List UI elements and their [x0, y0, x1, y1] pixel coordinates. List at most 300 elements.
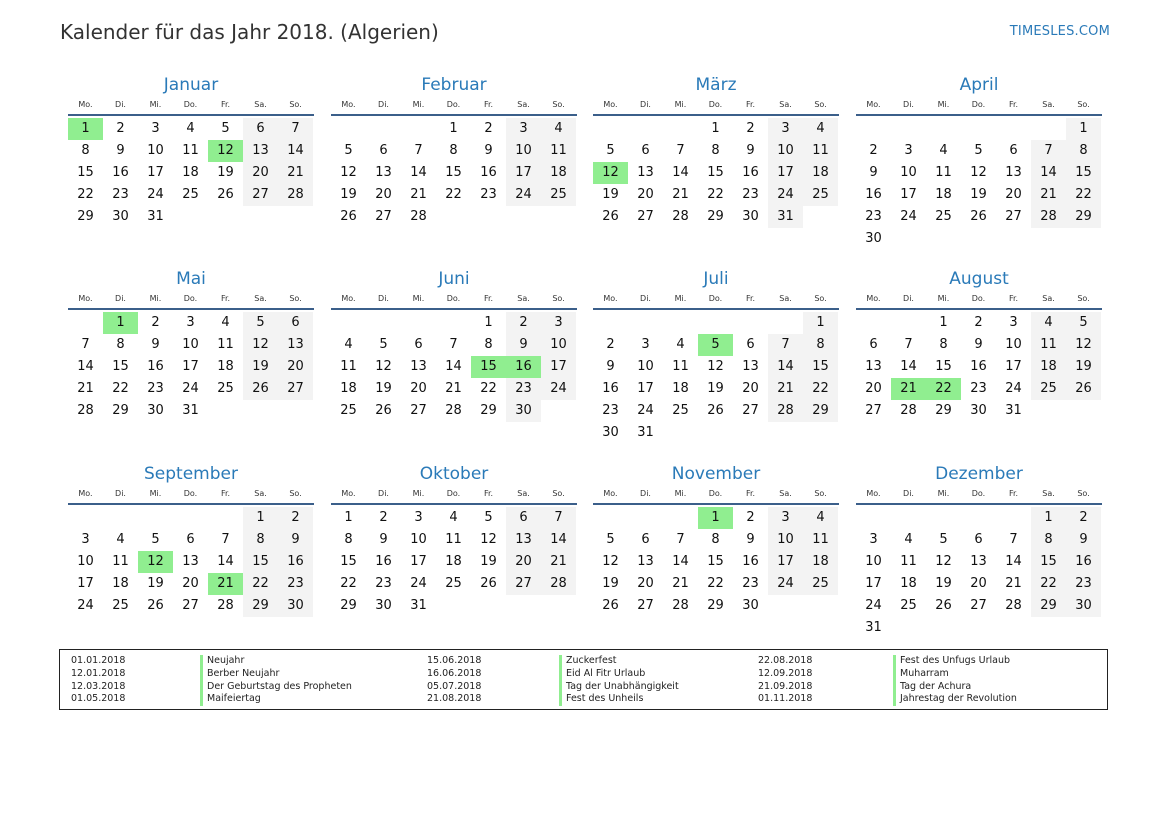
weekday-label: Mi.	[674, 489, 687, 498]
day-cell: 26	[340, 209, 357, 224]
day-cell: 3	[81, 532, 90, 547]
weekday-label: Di.	[640, 100, 651, 109]
day-cell: 17	[768, 162, 803, 184]
day-cell: 15	[803, 356, 838, 378]
day-cell: 20	[410, 381, 427, 396]
day-cell: 18	[217, 359, 234, 374]
day-cell: 1	[484, 315, 493, 330]
day-cell: 3	[414, 510, 423, 525]
month-8	[856, 268, 1102, 422]
day-cell: 28	[1005, 598, 1022, 613]
header-rule	[856, 114, 1102, 116]
day-cell: 20	[243, 162, 278, 184]
day-cell: 24	[506, 184, 541, 206]
day-cell: 30	[375, 598, 392, 613]
empty-day-cell	[891, 507, 926, 529]
empty-day-cell	[891, 228, 926, 250]
day-cell: 6	[641, 143, 650, 158]
day-grid	[68, 118, 314, 228]
day-cell: 5	[151, 532, 160, 547]
day-cell: 4	[186, 121, 195, 136]
legend-date: 21.08.2018	[427, 693, 482, 705]
empty-day-cell	[803, 422, 838, 444]
brand-logo-text[interactable]: TIMESLES.COM	[1009, 24, 1110, 39]
day-cell: 28	[410, 209, 427, 224]
weekday-header	[856, 486, 1102, 502]
empty-day-cell	[926, 228, 961, 250]
day-cell: 7	[414, 143, 423, 158]
day-cell: 24	[541, 378, 576, 400]
empty-day-cell	[1031, 118, 1066, 140]
weekday-label: Di.	[903, 489, 914, 498]
header-rule	[68, 503, 314, 505]
day-cell: 10	[147, 143, 164, 158]
day-cell: 28	[768, 400, 803, 422]
legend-holiday-name: Eid Al Fitr Urlaub	[566, 667, 646, 679]
weekday-header	[593, 97, 839, 113]
empty-day-cell	[1066, 228, 1101, 250]
weekday-label: Do.	[971, 294, 986, 303]
day-cell: 14	[445, 359, 462, 374]
day-cell: 19	[935, 576, 952, 591]
day-cell: 27	[970, 598, 987, 613]
day-cell: 13	[506, 529, 541, 551]
day-cell: 3	[768, 507, 803, 529]
day-cell: 28	[278, 184, 313, 206]
month-11	[593, 463, 839, 617]
day-cell: 8	[81, 143, 90, 158]
day-cell: 9	[151, 337, 160, 352]
month-name: November	[671, 464, 761, 484]
empty-day-cell	[331, 312, 366, 334]
day-cell: 11	[900, 554, 917, 569]
day-cell: 13	[243, 140, 278, 162]
day-cell: 10	[900, 165, 917, 180]
day-cell: 22	[445, 187, 462, 202]
empty-day-cell	[856, 118, 891, 140]
legend-date: 12.01.2018	[71, 667, 126, 679]
empty-day-cell	[698, 312, 733, 334]
day-cell: 28	[1031, 206, 1066, 228]
day-cell: 19	[602, 576, 619, 591]
weekday-label: Fr.	[745, 100, 756, 109]
weekday-label: Fr.	[1008, 100, 1019, 109]
day-cell: 26	[707, 403, 724, 418]
day-cell: 8	[939, 337, 948, 352]
weekday-label: Fr.	[220, 294, 231, 303]
day-cell: 1	[803, 312, 838, 334]
day-cell: 26	[935, 598, 952, 613]
weekday-label: Di.	[115, 489, 126, 498]
day-cell: 7	[676, 532, 685, 547]
day-cell: 22	[707, 576, 724, 591]
empty-day-cell	[366, 118, 401, 140]
day-cell: 12	[970, 165, 987, 180]
legend-holiday-name: Jahrestag der Revolution	[900, 693, 1017, 705]
month-name: April	[959, 75, 999, 95]
day-cell: 20	[506, 551, 541, 573]
weekday-label: Do.	[708, 489, 723, 498]
day-cell: 27	[742, 403, 759, 418]
month-name: August	[949, 269, 1009, 289]
weekday-label: Mi.	[149, 294, 162, 303]
day-cell: 23	[742, 576, 759, 591]
day-cell: 29	[340, 598, 357, 613]
day-cell: 27	[637, 209, 654, 224]
day-cell: 18	[541, 162, 576, 184]
day-cell: 28	[77, 403, 94, 418]
day-cell: 20	[278, 356, 313, 378]
day-cell: 3	[904, 143, 913, 158]
day-cell: 16	[970, 359, 987, 374]
day-cell: 19	[602, 187, 619, 202]
day-cell: 28	[217, 598, 234, 613]
weekday-label: So.	[1077, 489, 1090, 498]
day-cell: 5	[243, 312, 278, 334]
day-cell: 30	[506, 400, 541, 422]
weekday-label: Do.	[971, 100, 986, 109]
day-cell: 17	[506, 162, 541, 184]
day-cell: 21	[278, 162, 313, 184]
day-cell: 15	[445, 165, 462, 180]
empty-day-cell	[173, 507, 208, 529]
day-cell: 28	[672, 598, 689, 613]
empty-day-cell	[768, 312, 803, 334]
empty-day-cell	[541, 595, 576, 617]
legend-date: 21.09.2018	[758, 680, 813, 692]
day-cell: 4	[449, 510, 458, 525]
weekday-label: Do.	[183, 294, 198, 303]
day-cell: 29	[112, 403, 129, 418]
day-cell: 16	[375, 554, 392, 569]
day-cell: 9	[974, 337, 983, 352]
day-cell: 19	[970, 187, 987, 202]
day-cell: 9	[116, 143, 125, 158]
day-cell: 30	[147, 403, 164, 418]
day-cell: 29	[1031, 595, 1066, 617]
weekday-header	[593, 291, 839, 307]
weekday-label: Mo.	[78, 100, 93, 109]
day-cell: 19	[340, 187, 357, 202]
day-cell: 23	[970, 381, 987, 396]
day-cell: 9	[746, 532, 755, 547]
empty-day-cell	[698, 422, 733, 444]
day-cell: 22	[77, 187, 94, 202]
weekday-label: Do.	[708, 100, 723, 109]
day-cell: 11	[803, 140, 838, 162]
weekday-label: Mo.	[866, 294, 881, 303]
day-cell: 9	[506, 334, 541, 356]
legend-date: 01.11.2018	[758, 693, 813, 705]
day-cell: 19	[707, 381, 724, 396]
weekday-label: Mi.	[412, 100, 425, 109]
day-cell: 31	[637, 425, 654, 440]
day-cell: 6	[746, 337, 755, 352]
day-cell: 17	[768, 551, 803, 573]
day-cell: 13	[375, 165, 392, 180]
day-cell: 4	[803, 507, 838, 529]
day-cell: 7	[1009, 532, 1018, 547]
empty-day-cell	[628, 507, 663, 529]
day-cell: 14	[1005, 554, 1022, 569]
day-cell: 10	[77, 554, 94, 569]
day-cell: 5	[379, 337, 388, 352]
weekday-label: Mi.	[937, 100, 950, 109]
weekday-label: So.	[289, 294, 302, 303]
day-cell: 8	[1031, 529, 1066, 551]
weekday-label: Di.	[378, 489, 389, 498]
legend-date: 12.09.2018	[758, 667, 813, 679]
day-cell: 2	[1066, 507, 1101, 529]
day-cell: 15	[707, 165, 724, 180]
holiday-legend	[59, 649, 1108, 710]
day-cell: 21	[768, 378, 803, 400]
day-cell: 4	[541, 118, 576, 140]
empty-day-cell	[506, 206, 541, 228]
day-cell: 2	[869, 143, 878, 158]
day-cell: 23	[375, 576, 392, 591]
month-10	[331, 463, 577, 617]
day-cell: 22	[112, 381, 129, 396]
empty-day-cell	[803, 595, 838, 617]
legend-date: 01.05.2018	[71, 693, 126, 705]
day-cell: 21	[1031, 184, 1066, 206]
day-cell: 12	[707, 359, 724, 374]
month-2	[331, 74, 577, 228]
empty-day-cell	[593, 312, 628, 334]
empty-day-cell	[803, 206, 838, 228]
legend-date: 12.03.2018	[71, 680, 126, 692]
day-cell: 4	[116, 532, 125, 547]
day-cell: 13	[742, 359, 759, 374]
weekday-header	[331, 291, 577, 307]
day-cell: 12	[1066, 334, 1101, 356]
empty-day-cell	[1066, 400, 1101, 422]
holiday-day-cell: 21	[208, 573, 243, 595]
day-cell: 5	[484, 510, 493, 525]
day-cell: 20	[182, 576, 199, 591]
weekday-label: Fr.	[483, 100, 494, 109]
day-cell: 11	[340, 359, 357, 374]
day-cell: 22	[1066, 184, 1101, 206]
empty-day-cell	[926, 507, 961, 529]
weekday-label: Do.	[708, 294, 723, 303]
legend-holiday-name: Fest des Unheils	[566, 693, 644, 705]
day-cell: 30	[602, 425, 619, 440]
weekday-label: Mo.	[866, 489, 881, 498]
day-cell: 14	[900, 359, 917, 374]
day-cell: 12	[375, 359, 392, 374]
day-cell: 28	[445, 403, 462, 418]
weekday-label: Mi.	[149, 100, 162, 109]
day-cell: 6	[974, 532, 983, 547]
month-12	[856, 463, 1102, 639]
day-cell: 12	[480, 532, 497, 547]
day-cell: 10	[1005, 337, 1022, 352]
day-cell: 28	[541, 573, 576, 595]
day-cell: 27	[410, 403, 427, 418]
empty-day-cell	[208, 507, 243, 529]
day-cell: 6	[186, 532, 195, 547]
day-cell: 29	[803, 400, 838, 422]
weekday-label: Sa.	[779, 489, 792, 498]
day-grid	[593, 118, 839, 228]
weekday-label: Sa.	[1042, 294, 1055, 303]
day-cell: 21	[410, 187, 427, 202]
day-cell: 19	[375, 381, 392, 396]
day-grid	[856, 118, 1102, 250]
weekday-label: Do.	[183, 100, 198, 109]
day-cell: 6	[641, 532, 650, 547]
day-cell: 21	[672, 187, 689, 202]
weekday-header	[68, 486, 314, 502]
day-cell: 24	[768, 184, 803, 206]
empty-day-cell	[541, 400, 576, 422]
day-cell: 25	[112, 598, 129, 613]
empty-day-cell	[208, 206, 243, 228]
weekday-label: So.	[552, 100, 565, 109]
empty-day-cell	[173, 206, 208, 228]
weekday-label: Sa.	[517, 294, 530, 303]
day-cell: 7	[904, 337, 913, 352]
day-cell: 17	[410, 554, 427, 569]
legend-holiday-name: Der Geburtstag des Propheten	[207, 680, 352, 692]
day-cell: 2	[746, 121, 755, 136]
weekday-label: Mo.	[78, 294, 93, 303]
day-cell: 14	[672, 165, 689, 180]
day-cell: 20	[970, 576, 987, 591]
day-cell: 18	[803, 551, 838, 573]
weekday-label: Fr.	[220, 100, 231, 109]
day-cell: 14	[217, 554, 234, 569]
day-cell: 24	[768, 573, 803, 595]
day-cell: 9	[278, 529, 313, 551]
empty-day-cell	[541, 206, 576, 228]
month-name: Oktober	[419, 464, 489, 484]
weekday-label: Sa.	[517, 100, 530, 109]
weekday-label: Di.	[378, 294, 389, 303]
empty-day-cell	[663, 118, 698, 140]
month-3	[593, 74, 839, 228]
legend-names-col-3	[893, 655, 1017, 706]
day-cell: 23	[602, 403, 619, 418]
day-cell: 8	[711, 143, 720, 158]
day-cell: 15	[707, 554, 724, 569]
day-cell: 22	[340, 576, 357, 591]
day-grid	[856, 507, 1102, 639]
day-cell: 24	[900, 209, 917, 224]
empty-day-cell	[996, 507, 1031, 529]
day-cell: 11	[1031, 334, 1066, 356]
day-cell: 13	[637, 554, 654, 569]
weekday-header	[856, 291, 1102, 307]
day-cell: 17	[637, 381, 654, 396]
legend-dates-col-3	[758, 655, 812, 706]
day-cell: 31	[410, 598, 427, 613]
day-cell: 5	[221, 121, 230, 136]
day-cell: 27	[865, 403, 882, 418]
weekday-label: Mo.	[603, 100, 618, 109]
weekday-label: Di.	[903, 294, 914, 303]
header-rule	[331, 114, 577, 116]
day-cell: 23	[506, 378, 541, 400]
day-cell: 8	[711, 532, 720, 547]
day-cell: 23	[147, 381, 164, 396]
weekday-label: Sa.	[779, 294, 792, 303]
day-cell: 5	[344, 143, 353, 158]
day-cell: 19	[243, 356, 278, 378]
day-cell: 17	[77, 576, 94, 591]
weekday-label: Di.	[640, 489, 651, 498]
empty-day-cell	[996, 228, 1031, 250]
empty-day-cell	[103, 507, 138, 529]
day-cell: 5	[974, 143, 983, 158]
day-cell: 13	[970, 554, 987, 569]
weekday-header	[68, 97, 314, 113]
day-cell: 7	[278, 118, 313, 140]
day-cell: 26	[970, 209, 987, 224]
month-name: Januar	[163, 75, 219, 95]
day-cell: 27	[506, 573, 541, 595]
day-cell: 10	[865, 554, 882, 569]
day-cell: 2	[151, 315, 160, 330]
weekday-label: Di.	[378, 100, 389, 109]
day-cell: 26	[480, 576, 497, 591]
weekday-label: Di.	[115, 100, 126, 109]
day-cell: 23	[112, 187, 129, 202]
day-cell: 29	[707, 209, 724, 224]
weekday-label: Fr.	[483, 294, 494, 303]
header-rule	[593, 308, 839, 310]
day-cell: 25	[803, 573, 838, 595]
day-cell: 14	[768, 356, 803, 378]
day-cell: 2	[974, 315, 983, 330]
day-cell: 22	[803, 378, 838, 400]
day-cell: 13	[637, 165, 654, 180]
day-cell: 24	[410, 576, 427, 591]
day-cell: 16	[278, 551, 313, 573]
day-cell: 16	[112, 165, 129, 180]
day-cell: 20	[865, 381, 882, 396]
day-cell: 25	[935, 209, 952, 224]
day-cell: 4	[344, 337, 353, 352]
weekday-label: Mi.	[937, 294, 950, 303]
day-cell: 8	[243, 529, 278, 551]
empty-day-cell	[856, 312, 891, 334]
day-grid	[68, 312, 314, 422]
empty-day-cell	[996, 617, 1031, 639]
weekday-label: Fr.	[745, 294, 756, 303]
day-cell: 29	[243, 595, 278, 617]
weekday-label: So.	[814, 489, 827, 498]
legend-date: 05.07.2018	[427, 680, 482, 692]
day-cell: 24	[637, 403, 654, 418]
weekday-label: Do.	[446, 100, 461, 109]
day-cell: 1	[449, 121, 458, 136]
day-cell: 29	[1066, 206, 1101, 228]
day-cell: 1	[243, 507, 278, 529]
day-cell: 31	[865, 620, 882, 635]
day-cell: 25	[445, 576, 462, 591]
empty-day-cell	[366, 312, 401, 334]
day-cell: 14	[672, 554, 689, 569]
empty-day-cell	[628, 118, 663, 140]
day-cell: 16	[742, 554, 759, 569]
empty-day-cell	[1066, 617, 1101, 639]
day-cell: 9	[606, 359, 615, 374]
day-cell: 17	[541, 356, 576, 378]
day-cell: 17	[1005, 359, 1022, 374]
